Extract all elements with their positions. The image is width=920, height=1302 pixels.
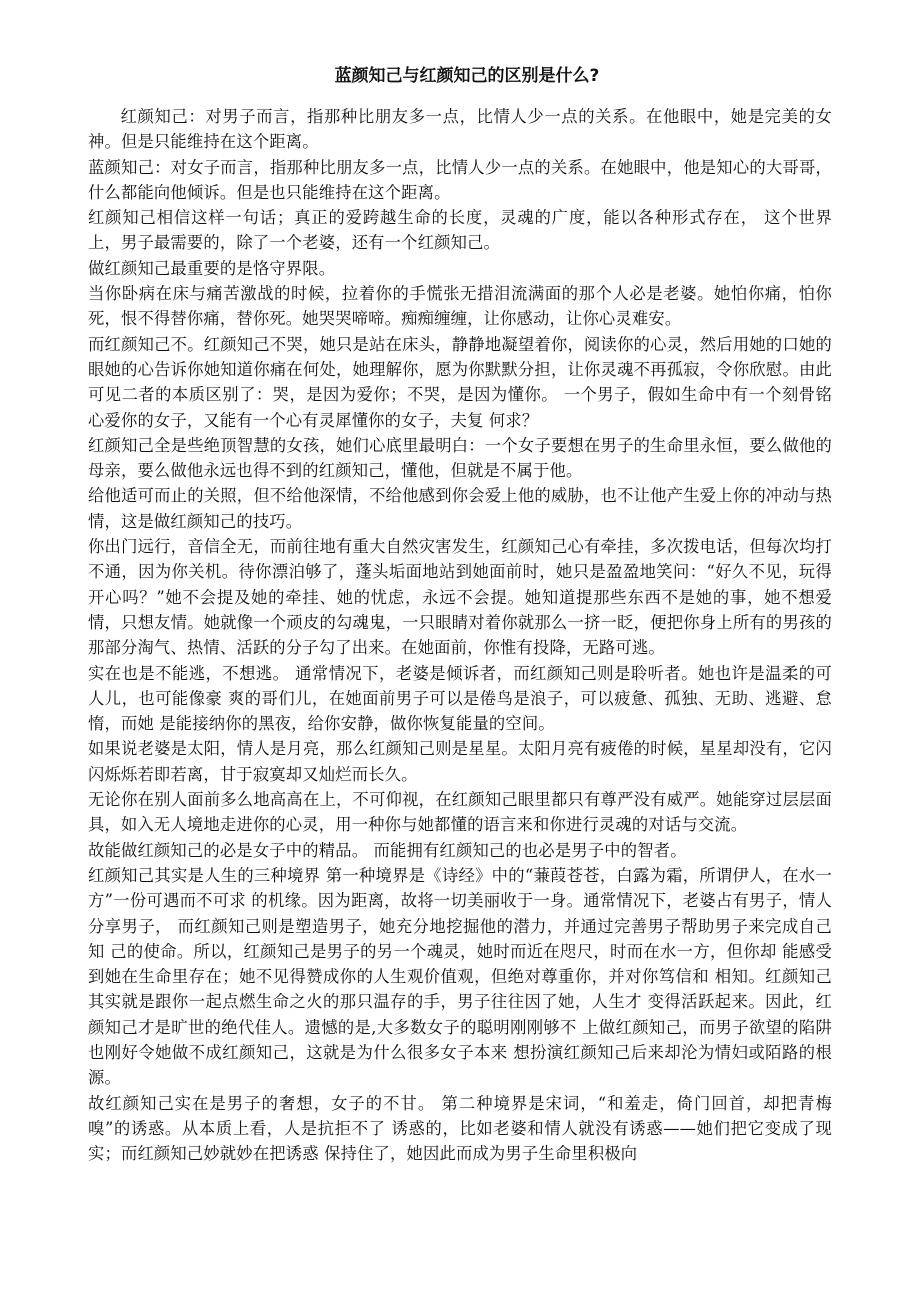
paragraph-13: 故能做红颜知己的必是女子中的精品。 而能拥有红颜知己的也必是男子中的智者。 xyxy=(88,840,687,860)
paragraph-10: 实在也是不能逃，不想逃。 通常情况下，老婆是倾诉者，而红颜知己则是聆听者。她也许是温柔的可人儿，也可能像豪 爽的哥们儿，在她面前男子可以是倦鸟是浪子，可以疲惫、孤独、无助、逃避、怠惰，而她 是能接纳你的黑夜，给你安静，做你恢复能量的空间。 xyxy=(88,663,832,734)
paragraph-12: 无论你在别人面前多么地高高在上，不可仰视，在红颜知己眼里都只有尊严没有威严。她能穿过层层面具，如入无人境地走进你的心灵，用一种你与她都懂的语言来和你进行灵魂的对话与交流。 xyxy=(88,790,832,835)
paragraph-4: 做红颜知己最重要的是恪守界限。 xyxy=(88,258,336,278)
paragraph-5: 当你卧病在床与痛苦激战的时候，拉着你的手慌张无措泪流满面的那个人必是老婆。她怕你痛，怕你死，恨不得替你痛，替你死。她哭哭啼啼。痴痴缠缠，让你感动，让你心灵难安。 xyxy=(88,284,832,329)
paragraph-3: 红颜知己相信这样一句话；真正的爱跨越生命的长度，灵魂的广度，能以各种形式存在， 这个世界上，男子最需要的，除了一个老婆，还有一个红颜知己。 xyxy=(88,208,832,253)
paragraph-7: 红颜知己全是些绝顶智慧的女孩，她们心底里最明白：一个女子要想在男子的生命里永恒，要么做他的母亲，要么做他永远也得不到的红颜知己，懂他，但就是不属于他。 xyxy=(88,435,832,481)
paragraph-6: 而红颜知己不。红颜知己不哭，她只是站在床头，静静地凝望着你，阅读你的心灵，然后用她的口她的眼她的心告诉你她知道你痛在何处，她理解你，愿为你默默分担，让你灵魂不再孤寂，令你欣慰。由此可见二者的本质区别了：哭，是因为爱你；不哭，是因为懂你。 一个男子，假如生命中有一个刻骨铭心爱你的女子，又能有一个心有灵犀懂你的女子，夫复 何求？ xyxy=(88,334,832,430)
paragraph-15: 故红颜知己实在是男子的奢想，女子的不甘。 第二种境界是宋词，“和羞走，倚门回首，却把青梅嗅”的诱惑。从本质上看，人是抗拒不了 诱惑的，比如老婆和情人就没有诱惑——她们把它变成了现实；而红颜知己妙就妙在把诱惑 保持住了，她因此而成为男子生命里积极向 xyxy=(88,1093,832,1164)
paragraph-9: 你出门远行，音信全无，而前往地有重大自然灾害发生，红颜知己心有牵挂，多次拨电话，但每次均打不通，因为你关机。待你漂泊够了，蓬头垢面地站到她面前时，她只是盈盈地笑问：“好久不见，玩得开心吗？”她不会提及她的牵挂、她的忧虑，永远不会提。她知道提那些东西不是她的事，她不想爱情，只想友情。她就像一个顽皮的勾魂鬼，一只眼睛对着你就那么一挤一眨，便把你身上所有的男孩的那部分淘气、热情、活跃的分子勾了出来。在她面前，你惟有投降，无路可逃。 xyxy=(88,537,832,658)
document-title: 蓝颜知己与红颜知己的区别是什么? xyxy=(334,66,600,86)
paragraph-1: 红颜知己：对男子而言，指那种比朋友多一点，比情人少一点的关系。在他眼中，她是完美的女神。但是只能维持在这个距离。 xyxy=(88,107,832,152)
paragraph-2: 蓝颜知己：对女子而言，指那种比朋友多一点，比情人少一点的关系。在她眼中，他是知心的大哥哥，什么都能向他倾诉。但是也只能维持在这个距离。 xyxy=(88,157,832,202)
paragraph-11: 如果说老婆是太阳，情人是月亮，那么红颜知己则是星星。太阳月亮有疲倦的时候，星星却没有，它闪闪烁烁若即若离，甘于寂寞却又灿烂而长久。 xyxy=(88,739,832,784)
document-body xyxy=(88,104,832,1166)
paragraph-14: 红颜知己其实是人生的三种境界 第一种境界是《诗经》中的“蒹葭苍苍，白露为霜，所谓伊人，在水一方”一份可遇而不可求 的机缘。因为距离，故将一切美丽收于一身。通常情况下，老婆占有男子，情人分享男子， 而红颜知己则是塑造男子，她充分地挖掘他的潜力，并通过完善男子帮助男子来完成自己知 己的使命。所以，红颜知己是男子的另一个魂灵，她时而近在咫尺，时而在水一方，但你却 能感受到她在生命里存在；她不见得赞成你的人生观价值观，但绝对尊重你，并对你笃信和 相知。红颜知己其实就是跟你一起点燃生命之火的那只温存的手，男子往往因了她，人生才 变得活跃起来。因此，红颜知己才是旷世的绝代佳人。遗憾的是,大多数女子的聪明刚刚够不 上做红颜知己，而男子欲望的陷阱也刚好令她做不成红颜知己，这就是为什么很多女子本来 想扮演红颜知己后来却沦为情妇或陌路的根源。 xyxy=(88,865,832,1088)
paragraph-8: 给他适可而止的关照，但不给他深情，不给他感到你会爱上他的威胁，也不让他产生爱上你的冲动与热情，这是做红颜知己的技巧。 xyxy=(88,486,832,531)
